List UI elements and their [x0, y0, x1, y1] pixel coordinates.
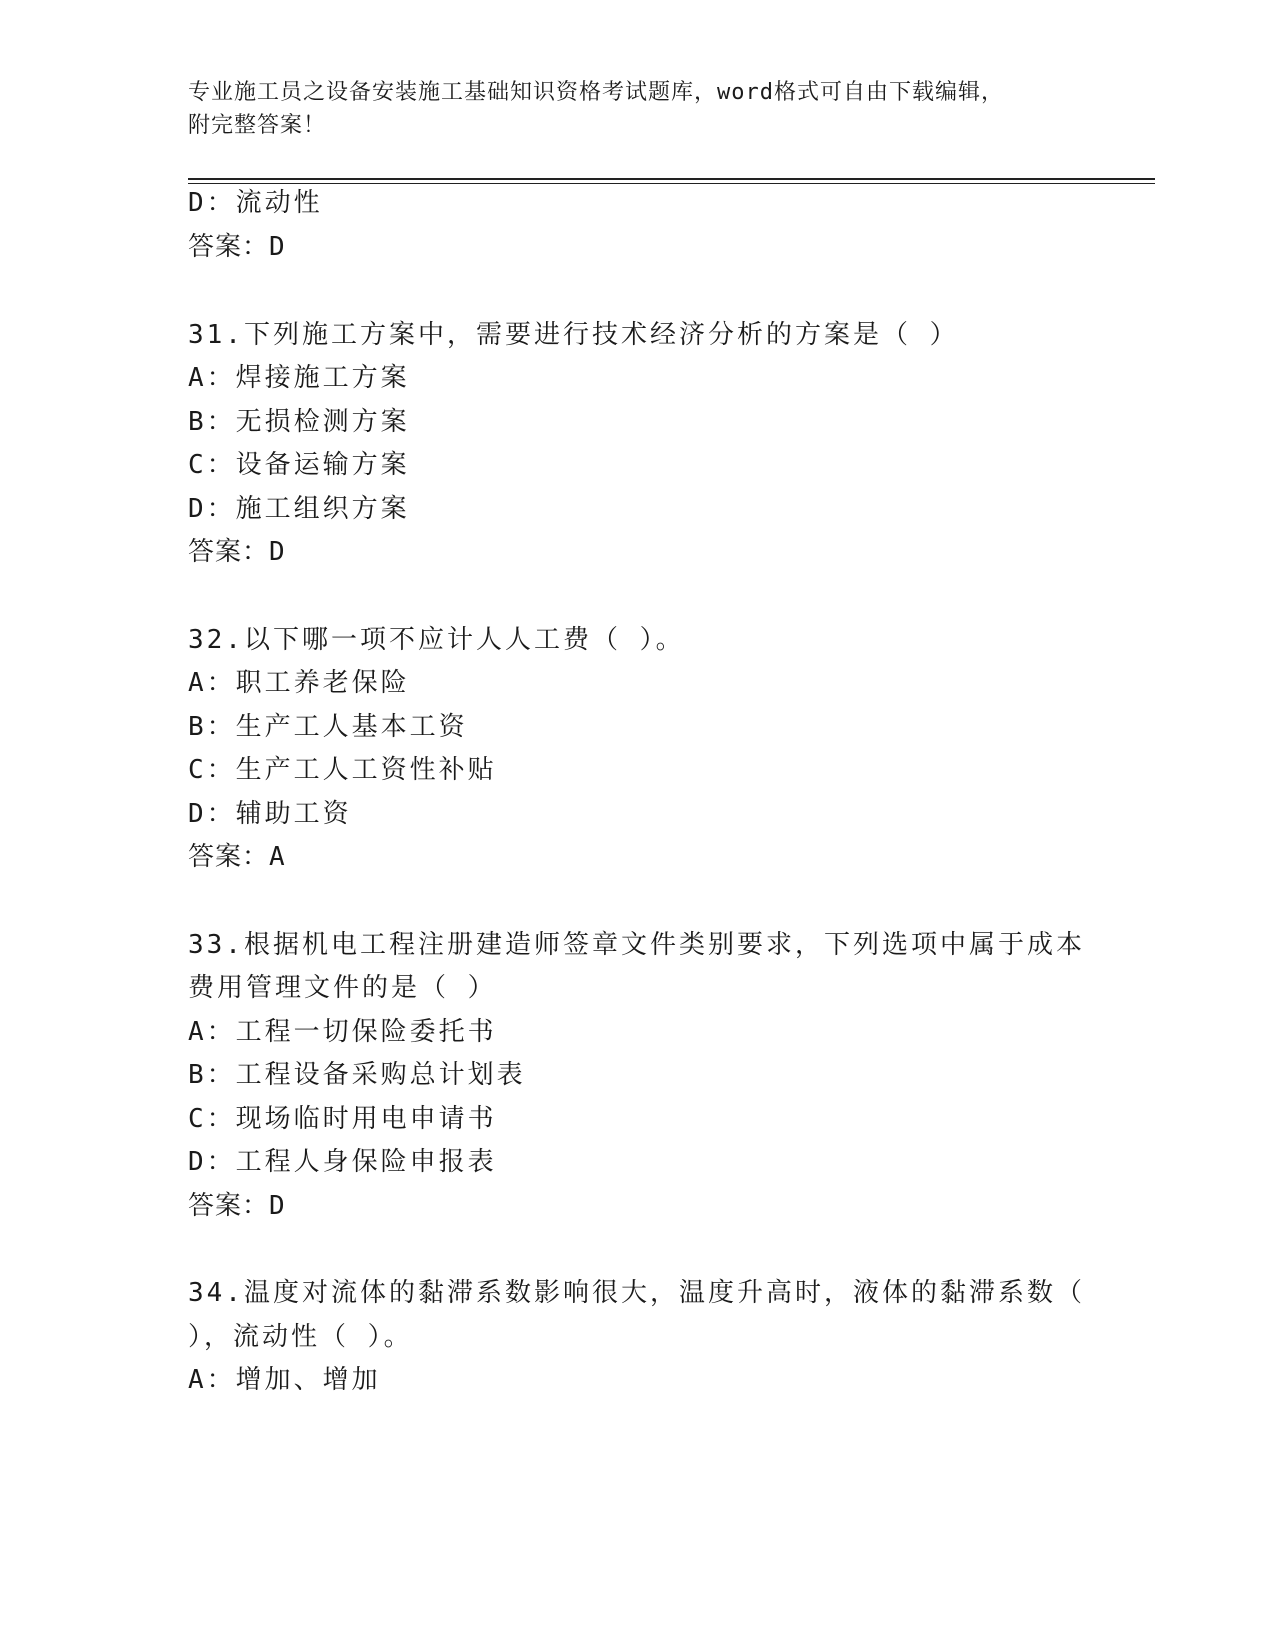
q32-option-d: D：辅助工资	[188, 799, 352, 829]
document-header	[188, 76, 1068, 142]
q33-option-d: D：工程人身保险申报表	[188, 1147, 497, 1177]
prev-answer	[188, 230, 286, 264]
q32-option-b: B：生产工人基本工资	[188, 712, 468, 742]
prev-option-d: D：流动性	[188, 188, 323, 218]
q33-option-a: A：工程一切保险委托书	[188, 1017, 497, 1047]
q32-option-a: A：职工养老保险	[188, 668, 410, 698]
q34-stem-line-1: 34.温度对流体的黏滞系数影响很大，温度升高时，液体的黏滞系数（	[188, 1278, 1085, 1308]
answer-label: 答案：	[188, 537, 270, 567]
q34-stem-line-2: ），流动性（ ）。	[188, 1322, 413, 1352]
answer-value: D	[269, 232, 286, 262]
q31-answer	[188, 535, 286, 569]
q32-answer	[188, 840, 286, 874]
answer-value: D	[269, 1191, 286, 1221]
header-divider-thick	[188, 178, 1155, 180]
q31-stem: 31.下列施工方案中，需要进行技术经济分析的方案是（ ）	[188, 320, 959, 350]
q31-option-b: B：无损检测方案	[188, 407, 410, 437]
q32-option-c: C：生产工人工资性补贴	[188, 755, 497, 785]
q33-answer	[188, 1189, 286, 1223]
answer-label: 答案：	[188, 842, 270, 872]
q33-stem-line-1: 33.根据机电工程注册建造师签章文件类别要求，下列选项中属于成本	[188, 930, 1085, 960]
q31-option-c: C：设备运输方案	[188, 450, 410, 480]
answer-label: 答案：	[188, 1191, 270, 1221]
q33-stem-line-2: 费用管理文件的是（ ）	[188, 973, 497, 1003]
header-line-2: 附完整答案！	[188, 113, 327, 138]
answer-value: D	[269, 537, 286, 567]
q32-stem: 32.以下哪一项不应计人人工费（ ）。	[188, 625, 685, 655]
q31-option-a: A：焊接施工方案	[188, 363, 410, 393]
answer-value: A	[269, 842, 286, 872]
q33-option-b: B：工程设备采购总计划表	[188, 1060, 526, 1090]
header-divider-thin	[188, 183, 1155, 184]
q34-option-a: A：增加、增加	[188, 1365, 381, 1395]
q31-option-d: D：施工组织方案	[188, 494, 410, 524]
q33-option-c: C：现场临时用电申请书	[188, 1104, 497, 1134]
header-line-1: 专业施工员之设备安装施工基础知识资格考试题库，word格式可自由下载编辑，	[188, 80, 1004, 105]
answer-label: 答案：	[188, 232, 270, 262]
